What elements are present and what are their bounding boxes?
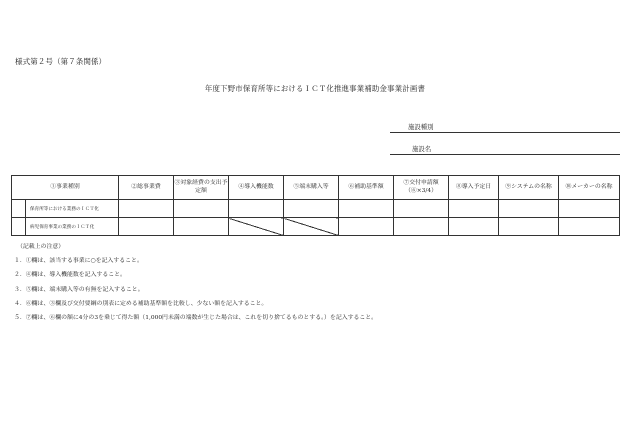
col-header-device-purchase: ⑤端末購入等	[284, 176, 339, 200]
planned-expense-cell[interactable]	[174, 200, 229, 218]
note-item: １．①欄は、該当する事業に○を記入すること。	[14, 258, 143, 265]
row-label: 保育所等における業務のＩＣＴ化	[26, 200, 119, 218]
note-item: ３．⑤欄は、端末購入等の有無を記入すること。	[14, 286, 144, 293]
note-item: ２．④欄は、導入機能数を記入すること。	[14, 272, 126, 279]
planned-date-cell[interactable]	[449, 200, 499, 218]
col-header-total-cost: ②総事業費	[119, 176, 174, 200]
facility-type-field[interactable]	[390, 123, 620, 133]
function-count-cell-disabled	[229, 218, 284, 236]
circle-mark-cell[interactable]	[12, 218, 26, 236]
device-purchase-cell[interactable]	[284, 200, 339, 218]
col-header-planned-date: ⑧導入予定日	[449, 176, 499, 200]
function-count-cell[interactable]	[229, 200, 284, 218]
notes-heading: （記載上の注意）	[17, 244, 65, 250]
col-header-function-count: ④導入機能数	[229, 176, 284, 200]
system-name-cell[interactable]	[499, 218, 559, 236]
total-cost-cell[interactable]	[119, 200, 174, 218]
planned-expense-cell[interactable]	[174, 218, 229, 236]
col-header-application-amount: ⑦交付申請額（⑥×3/4）	[394, 176, 449, 200]
table-header-row	[12, 176, 620, 200]
col-header-system-name: ⑨システムの名称	[499, 176, 559, 200]
notes-section	[14, 240, 377, 325]
total-cost-cell[interactable]	[119, 218, 174, 236]
col-header-subsidy-base: ⑥補助基準額	[339, 176, 394, 200]
application-amount-cell[interactable]	[394, 200, 449, 218]
col-header-planned-expense: ③対象経費の支出予定額	[174, 176, 229, 200]
maker-name-cell[interactable]	[559, 200, 620, 218]
plan-table	[11, 175, 620, 236]
facility-name-field[interactable]	[390, 145, 620, 155]
table-row	[12, 200, 620, 218]
table-row	[12, 218, 620, 236]
planned-date-cell[interactable]	[449, 218, 499, 236]
row-label: 病児保育事業の業務のＩＣＴ化	[26, 218, 119, 236]
note-item: ４．⑥欄は、③欄及び交付要綱の別表に定める補助基準額を比較し、少ない額を記入すること。	[14, 300, 268, 307]
maker-name-cell[interactable]	[559, 218, 620, 236]
col-header-project-type: ①事業種別	[12, 176, 119, 200]
subsidy-base-cell[interactable]	[339, 200, 394, 218]
facility-type-label: 施設種別	[408, 123, 434, 131]
circle-mark-cell[interactable]	[12, 200, 26, 218]
page-title: 年度下野市保育所等におけるＩＣＴ化推進事業補助金事業計画書	[204, 84, 426, 93]
note-item: ５．⑦欄は、⑥欄の額に4分の3を乗じて得た額（1,000円未満の端数が生じた場合は、これを切り捨てるものとする。）を記入すること。	[14, 315, 378, 322]
device-purchase-cell-disabled	[284, 218, 339, 236]
form-reference: 様式第２号（第７条関係）	[15, 57, 107, 66]
system-name-cell[interactable]	[499, 200, 559, 218]
application-amount-cell[interactable]	[394, 218, 449, 236]
subsidy-base-cell[interactable]	[339, 218, 394, 236]
col-header-maker-name: ⑩メーカーの名称	[559, 176, 620, 200]
facility-name-label: 施設名	[412, 145, 432, 153]
